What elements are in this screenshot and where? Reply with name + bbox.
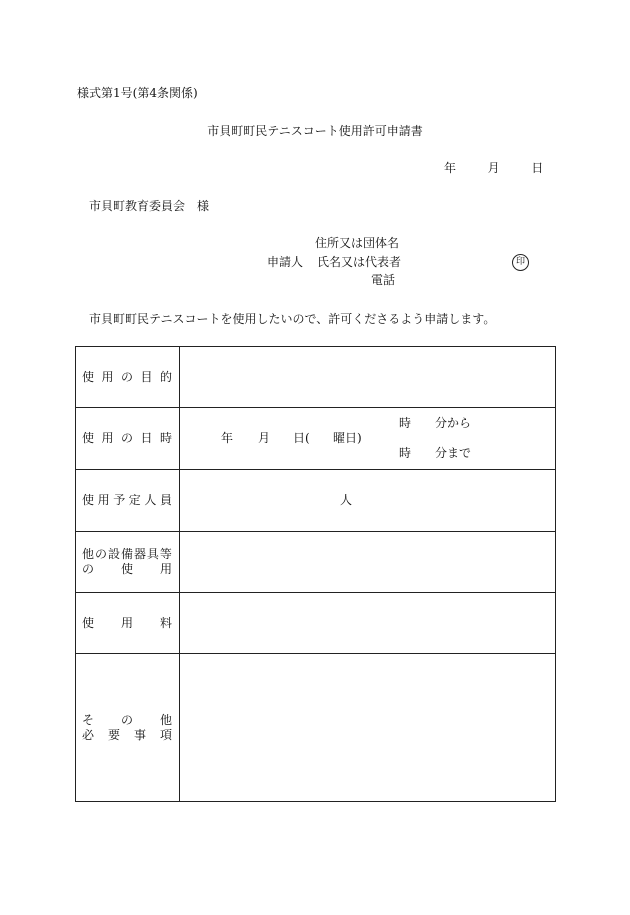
request-text: 市貝町町民テニスコートを使用したいので、許可くださるよう申請します。 <box>89 312 496 326</box>
dt-min-from: 分から <box>435 416 472 430</box>
field-datetime[interactable] <box>180 408 556 470</box>
applicant-address-label: 住所又は団体名 <box>315 236 400 250</box>
label-equipment-line2: の 使 用 <box>82 562 172 576</box>
row-purpose <box>76 347 556 408</box>
dt-year: 年 <box>221 431 234 445</box>
people-unit: 人 <box>340 493 353 507</box>
applicant-phone-label: 電話 <box>371 273 396 287</box>
applicant-name-row <box>267 255 401 269</box>
label-datetime-text: 使 用 の 日 時 <box>82 431 172 445</box>
label-people-text: 使 用 予 定 人 員 <box>82 493 172 507</box>
label-other <box>76 654 180 802</box>
addressee-name: 市貝町教育委員会 <box>89 199 186 213</box>
applicant-name-label: 氏名又は代表者 <box>317 255 402 269</box>
field-other[interactable] <box>180 654 556 802</box>
date-day: 日 <box>531 161 544 175</box>
label-fee <box>76 593 180 654</box>
row-other <box>76 654 556 802</box>
label-other-line1: そ の 他 <box>82 712 172 727</box>
row-people <box>76 470 556 532</box>
dt-hour-from: 時 <box>399 416 412 430</box>
addressee <box>89 199 209 213</box>
field-fee[interactable] <box>180 593 556 654</box>
date-line <box>444 161 543 175</box>
dt-day: 日( <box>293 431 310 445</box>
addressee-honorific: 様 <box>197 199 210 213</box>
label-purpose <box>76 347 180 408</box>
label-equipment <box>76 532 180 593</box>
label-other-line2: 必 要 事 項 <box>82 727 172 742</box>
label-datetime <box>76 408 180 470</box>
field-purpose[interactable] <box>180 347 556 408</box>
applicant-label: 申請人 <box>267 255 304 269</box>
field-equipment[interactable] <box>180 532 556 593</box>
label-purpose-text: 使 用 の 目 的 <box>82 369 172 384</box>
label-fee-text: 使 用 料 <box>82 615 172 630</box>
field-people[interactable] <box>180 470 556 532</box>
dt-min-to: 分まで <box>435 446 472 460</box>
application-table <box>75 346 556 802</box>
label-equipment-line1: 他 の 設 備 器 具 等 <box>82 547 172 561</box>
row-datetime <box>76 408 556 470</box>
date-month: 月 <box>487 161 500 175</box>
form-number: 様式第1号(第4条関係) <box>77 86 198 100</box>
dt-month: 月 <box>258 431 271 445</box>
document-title: 市貝町町民テニスコート使用許可申請書 <box>207 124 423 138</box>
dt-hour-to: 時 <box>399 446 412 460</box>
row-fee <box>76 593 556 654</box>
dt-weekday: 曜日) <box>333 431 362 445</box>
row-equipment <box>76 532 556 593</box>
date-year: 年 <box>444 161 457 175</box>
label-people <box>76 470 180 532</box>
seal-mark: 印 <box>512 254 529 271</box>
